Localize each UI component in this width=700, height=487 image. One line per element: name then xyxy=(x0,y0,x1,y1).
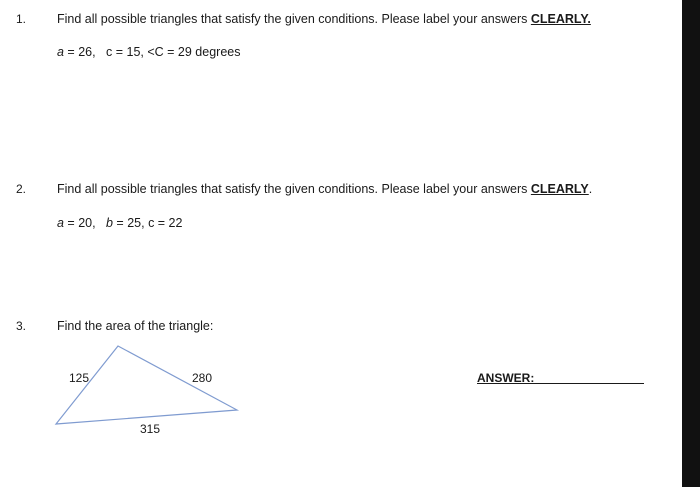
var-a: a xyxy=(57,216,64,230)
problem-2-prompt-text: Find all possible triangles that satisfy the given conditions. Please label your answers xyxy=(57,182,531,196)
problem-2-number: 2. xyxy=(16,182,27,196)
problem-3-number: 3. xyxy=(16,319,27,333)
problem-2-emphasis: CLEARLY xyxy=(530,182,589,196)
value-b: = 25, xyxy=(112,216,149,230)
problem-2-period: . xyxy=(588,182,593,196)
value-a: = 20, xyxy=(63,216,96,230)
problem-1-number: 1. xyxy=(16,12,27,26)
var-b: b xyxy=(106,216,113,230)
answer-blank-line xyxy=(534,383,644,384)
var-a: a xyxy=(57,45,64,59)
triangle-shape xyxy=(56,346,237,424)
var-c: c xyxy=(106,45,113,59)
triangle-side-left-label: 125 xyxy=(69,371,90,385)
value-a: = 26, xyxy=(63,45,96,59)
answer-label: ANSWER: xyxy=(477,371,535,385)
problem-1-emphasis: CLEARLY. xyxy=(530,12,591,26)
triangle-side-bottom-label: 315 xyxy=(140,422,161,436)
triangle-side-right-label: 280 xyxy=(192,371,213,385)
value-c-angle: = 15, <C = 29 degrees xyxy=(112,45,241,59)
var-c: c xyxy=(148,216,155,230)
page-edge-bar xyxy=(682,0,700,487)
problem-1-prompt-text: Find all possible triangles that satisfy the given conditions. Please label your answers xyxy=(57,12,531,26)
problem-3-prompt: Find the area of the triangle: xyxy=(57,319,214,333)
value-c: = 22 xyxy=(154,216,183,230)
